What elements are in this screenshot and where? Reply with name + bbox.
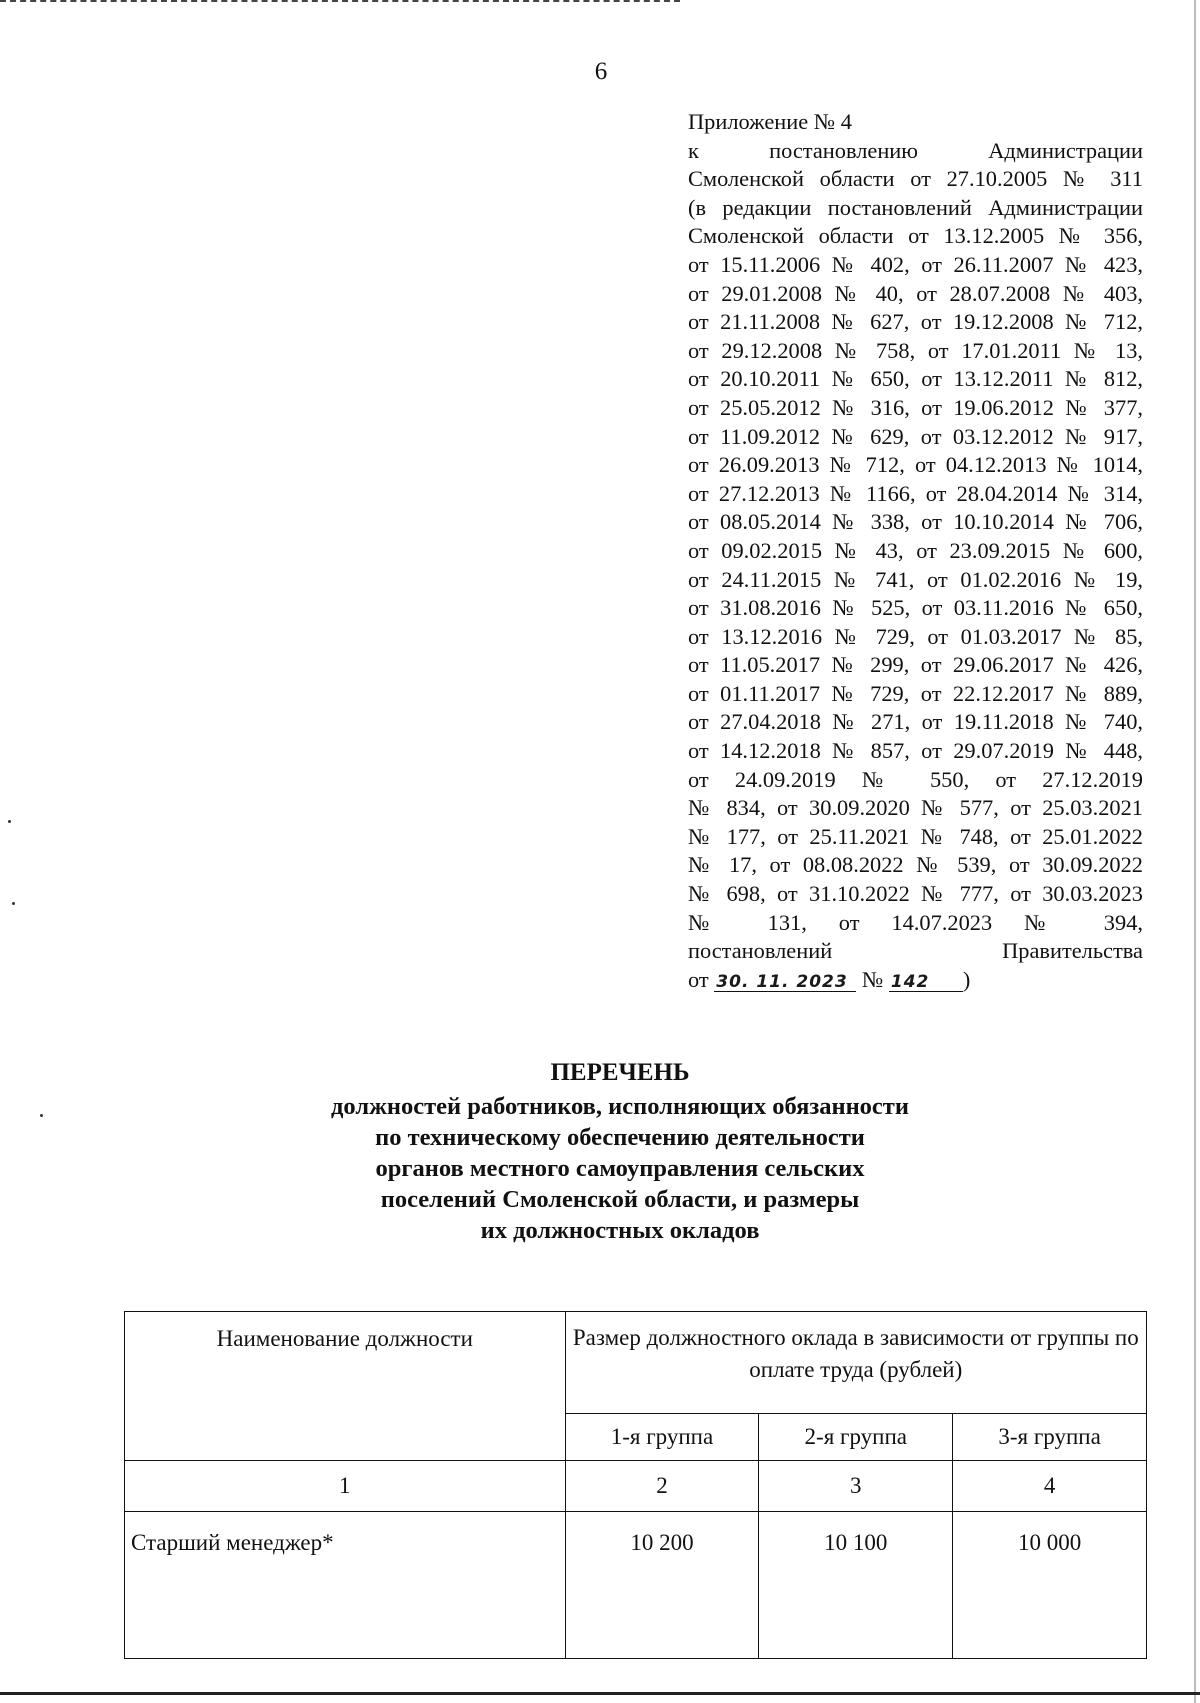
- title-subtitle-line: по техническому обеспечению деятельности: [375, 1124, 865, 1151]
- appendix-line: от 24.11.2015 № 741, от 01.02.2016 № 19,: [688, 566, 1143, 592]
- appendix-line: от 14.12.2018 № 857, от 29.07.2019 № 448,: [688, 738, 1143, 764]
- appendix-line: постановлений Правительства: [688, 938, 1143, 964]
- appendix-line: № 177, от 25.11.2021 № 748, от 25.01.2022: [688, 823, 1143, 849]
- header-group-3: 3-я группа: [953, 1413, 1147, 1460]
- appendix-last-line: [688, 966, 1143, 995]
- appendix-line: от 20.10.2011 № 650, от 13.12.2011 № 812,: [688, 366, 1143, 392]
- appendix-line: Смоленской области от 27.10.2005 № 311: [688, 166, 1143, 192]
- column-number-row: [125, 1461, 1147, 1512]
- header-salary-size: Размер должностного оклада в зависимости от группы по оплате труда (рублей): [565, 1312, 1146, 1414]
- appendix-line: от 11.05.2017 № 299, от 29.06.2017 № 426,: [688, 652, 1143, 678]
- salary-cell-group-1: 10 200: [565, 1512, 759, 1659]
- document-title-block: [200, 1057, 1040, 1246]
- column-number: 3: [759, 1461, 953, 1512]
- header-group-2: 2-я группа: [759, 1413, 953, 1460]
- table-row: [125, 1512, 1147, 1659]
- scan-speck: [8, 820, 11, 823]
- appendix-line: (в редакции постановлений Администрации: [688, 194, 1143, 220]
- column-number: 1: [125, 1461, 566, 1512]
- handwritten-number: 142: [889, 973, 963, 992]
- appendix-line: Приложение № 4: [688, 109, 852, 134]
- appendix-line: от 26.09.2013 № 712, от 04.12.2013 № 1014,: [688, 452, 1143, 478]
- scan-speck: [40, 1114, 43, 1117]
- appendix-line: от 25.05.2012 № 316, от 19.06.2012 № 377,: [688, 394, 1143, 420]
- closing-paren: ): [962, 966, 971, 992]
- appendix-line: от 29.01.2008 № 40, от 28.07.2008 № 403,: [688, 280, 1143, 306]
- appendix-line: от 24.09.2019 № 550, от 27.12.2019: [688, 766, 1143, 792]
- appendix-line: от 27.12.2013 № 1166, от 28.04.2014 № 314,: [688, 480, 1143, 506]
- salary-table: [124, 1311, 1147, 1659]
- appendix-prefix: от: [688, 966, 709, 992]
- appendix-line: № 834, от 30.09.2020 № 577, от 25.03.2021: [688, 795, 1143, 821]
- appendix-line: № 698, от 31.10.2022 № 777, от 30.03.2023: [688, 881, 1143, 907]
- appendix-line: № 17, от 08.08.2022 № 539, от 30.09.2022: [688, 852, 1143, 878]
- handwritten-date: 30. 11. 2023: [714, 973, 856, 992]
- title-subtitle-line: их должностных окладов: [480, 1217, 760, 1244]
- title-subtitle-line: поселений Смоленской области, и размеры: [380, 1186, 860, 1213]
- appendix-line: Смоленской области от 13.12.2005 № 356,: [688, 223, 1143, 249]
- appendix-line: от 11.09.2012 № 629, от 03.12.2012 № 917,: [688, 423, 1143, 449]
- scan-speck: [12, 902, 15, 905]
- scan-bottom-edge: [0, 1692, 1200, 1695]
- appendix-line: от 27.04.2018 № 271, от 19.11.2018 № 740,: [688, 709, 1143, 735]
- title-subtitle-line: должностей работников, исполняющих обязанности: [331, 1093, 909, 1120]
- scan-top-edge: [0, 0, 680, 5]
- appendix-line: от 13.12.2016 № 729, от 01.03.2017 № 85,: [688, 623, 1143, 649]
- header-position-name: Наименование должности: [125, 1312, 566, 1461]
- position-name-cell: Старший менеджер*: [125, 1512, 566, 1659]
- appendix-line: от 08.05.2014 № 338, от 10.10.2014 № 706,: [688, 509, 1143, 535]
- column-number: 2: [565, 1461, 759, 1512]
- table-header-row: [125, 1312, 1147, 1414]
- appendix-line: от 29.12.2008 № 758, от 17.01.2011 № 13,: [688, 337, 1143, 363]
- appendix-line: от 01.11.2017 № 729, от 22.12.2017 № 889,: [688, 680, 1143, 706]
- title-subtitle-line: органов местного самоуправления сельских: [375, 1155, 865, 1182]
- page-number: 6: [594, 58, 608, 85]
- appendix-line: к постановлению Администрации: [688, 137, 1143, 163]
- appendix-line: № 131, от 14.07.2023 № 394,: [688, 909, 1143, 935]
- salary-cell-group-3: 10 000: [953, 1512, 1147, 1659]
- appendix-line: от 09.02.2015 № 43, от 23.09.2015 № 600,: [688, 537, 1143, 563]
- salary-cell-group-2: 10 100: [759, 1512, 953, 1659]
- document-title: ПЕРЕЧЕНЬ: [550, 1059, 690, 1086]
- header-group-1: 1-я группа: [565, 1413, 759, 1460]
- appendix-line: от 15.11.2006 № 402, от 26.11.2007 № 423,: [688, 251, 1143, 277]
- appendix-line: от 31.08.2016 № 525, от 03.11.2016 № 650,: [688, 595, 1143, 621]
- appendix-line: от 21.11.2008 № 627, от 19.12.2008 № 712,: [688, 309, 1143, 335]
- column-number: 4: [953, 1461, 1147, 1512]
- number-sign: №: [861, 966, 884, 992]
- appendix-header: [688, 108, 1143, 994]
- scan-right-edge: [1194, 0, 1196, 1703]
